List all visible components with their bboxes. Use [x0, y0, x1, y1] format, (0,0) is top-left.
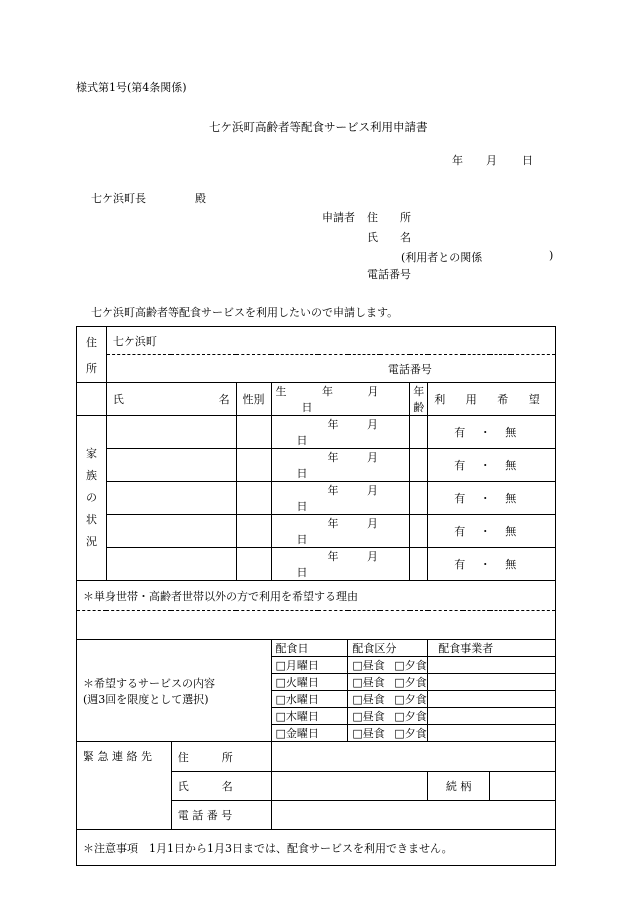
birth-day-label: 日 — [296, 566, 308, 579]
family-label-5: 況 — [85, 535, 97, 548]
birth-day-label: 日 — [296, 533, 308, 546]
use-yes-option[interactable]: 有 — [454, 492, 466, 505]
dinner-checkbox[interactable]: □夕食 — [394, 727, 427, 740]
use-separator: ・ — [479, 459, 491, 472]
emergency-address-label: 住 所 — [171, 742, 271, 772]
applicant-label: 申請者 — [322, 211, 355, 224]
service-label-1: ＊希望するサービスの内容 — [83, 676, 215, 690]
birth-day-label: 日 — [296, 500, 308, 513]
provider-cell[interactable] — [428, 725, 556, 742]
birth-day-label: 日 — [296, 434, 308, 447]
col-use-3: 希 — [497, 393, 509, 406]
applicant-phone-label: 電話番号 — [367, 268, 411, 281]
emergency-address-field[interactable] — [271, 742, 555, 772]
use-no-option[interactable]: 無 — [505, 459, 517, 472]
family-birth-cell[interactable] — [271, 482, 410, 515]
family-name-cell[interactable] — [106, 449, 236, 482]
family-name-cell[interactable] — [106, 416, 236, 449]
use-no-option[interactable]: 無 — [505, 525, 517, 538]
family-age-cell[interactable] — [410, 449, 428, 482]
service-label-2: (週3回を限度として選択) — [83, 692, 209, 706]
address-section-label — [77, 327, 107, 383]
notice-text: ＊注意事項 1月1日から1月3日までは、配食サービスを利用できません。 — [77, 830, 556, 866]
meal-type-cell[interactable] — [348, 725, 428, 742]
family-sex-cell[interactable] — [236, 515, 271, 548]
provider-cell[interactable] — [428, 657, 556, 674]
use-no-option[interactable]: 無 — [505, 426, 517, 439]
family-use-cell[interactable] — [428, 482, 556, 515]
col-birth-2: 年 — [322, 385, 334, 398]
application-form — [76, 326, 556, 866]
family-use-cell[interactable] — [428, 515, 556, 548]
dinner-checkbox[interactable]: □夕食 — [394, 693, 427, 706]
col-use-1: 利 — [434, 393, 446, 406]
birth-month-label: 月 — [367, 451, 379, 464]
use-yes-option[interactable]: 有 — [454, 459, 466, 472]
family-name-cell[interactable] — [106, 548, 236, 581]
page-title: 七ケ浜町高齢者等配食サービス利用申請書 — [209, 120, 428, 134]
family-birth-cell[interactable] — [271, 515, 410, 548]
dinner-checkbox[interactable]: □夕食 — [394, 659, 427, 672]
col-use-2: 用 — [465, 393, 477, 406]
family-label-4: 状 — [85, 513, 97, 526]
col-birth-4: 日 — [301, 401, 313, 414]
addressee: 七ケ浜町長 — [91, 192, 146, 205]
meal-type-cell[interactable] — [348, 708, 428, 725]
birth-year-label: 年 — [327, 517, 339, 530]
family-sex-cell[interactable] — [236, 482, 271, 515]
address-phone-label: 電話番号 — [387, 362, 432, 376]
day-wednesday-checkbox[interactable]: □水曜日 — [271, 691, 348, 708]
emergency-relation-label: 続 柄 — [428, 772, 490, 801]
relation-label: (利用者との関係 — [401, 251, 483, 264]
family-label-3: の — [85, 491, 97, 504]
col-name-header — [106, 383, 236, 416]
emergency-phone-field[interactable] — [271, 801, 555, 830]
use-separator: ・ — [479, 492, 491, 505]
provider-cell[interactable] — [428, 674, 556, 691]
emergency-relation-field[interactable] — [490, 772, 556, 801]
col-use-header — [428, 383, 556, 416]
family-name-cell[interactable] — [106, 515, 236, 548]
family-use-cell[interactable] — [428, 449, 556, 482]
col-day-header: 配食日 — [271, 640, 348, 657]
meal-type-cell[interactable] — [348, 691, 428, 708]
birth-month-label: 月 — [367, 550, 379, 563]
day-monday-checkbox[interactable]: □月曜日 — [271, 657, 348, 674]
use-separator: ・ — [479, 558, 491, 571]
address-label-1: 住 — [85, 335, 97, 349]
birth-year-label: 年 — [327, 418, 339, 431]
birth-year-label: 年 — [327, 550, 339, 563]
emergency-name-field[interactable] — [271, 772, 428, 801]
birth-month-label: 月 — [367, 418, 379, 431]
use-yes-option[interactable]: 有 — [454, 426, 466, 439]
col-name-1: 氏 — [112, 393, 124, 406]
emergency-label: 緊 急 連 絡 先 — [77, 742, 172, 830]
col-name-2: 名 — [218, 393, 230, 406]
service-label — [77, 640, 272, 742]
provider-cell[interactable] — [428, 691, 556, 708]
family-age-cell[interactable] — [410, 482, 428, 515]
col-age-header: 年齢 — [410, 383, 428, 416]
family-sex-cell[interactable] — [236, 548, 271, 581]
day-friday-checkbox[interactable]: □金曜日 — [271, 725, 348, 742]
address-phone-field[interactable] — [106, 355, 555, 383]
family-sex-cell[interactable] — [236, 449, 271, 482]
dinner-checkbox[interactable]: □夕食 — [394, 676, 427, 689]
applicant-name-label: 氏 名 — [367, 231, 411, 244]
emergency-phone-label: 電 話 番 号 — [171, 801, 271, 830]
applicant-address-label: 住 所 — [367, 211, 411, 224]
lunch-checkbox[interactable]: □昼食 — [352, 659, 385, 672]
meal-type-cell[interactable] — [348, 674, 428, 691]
address-town: 七ケ浜町 — [112, 334, 157, 348]
family-label-2: 族 — [85, 469, 97, 482]
col-sex-header: 性別 — [236, 383, 271, 416]
use-separator: ・ — [479, 426, 491, 439]
birth-day-label: 日 — [296, 467, 308, 480]
address-field[interactable] — [106, 327, 555, 355]
family-age-cell[interactable] — [410, 515, 428, 548]
use-separator: ・ — [479, 525, 491, 538]
date-year-label: 年 — [452, 154, 463, 167]
use-yes-option[interactable]: 有 — [454, 525, 466, 538]
family-side-label — [77, 416, 107, 581]
family-age-cell[interactable] — [410, 548, 428, 581]
day-tuesday-checkbox[interactable]: □火曜日 — [271, 674, 348, 691]
col-birth-3: 月 — [367, 385, 379, 398]
col-provider-header: 配食事業者 — [428, 640, 556, 657]
family-birth-cell[interactable] — [271, 548, 410, 581]
lunch-checkbox[interactable]: □昼食 — [352, 727, 385, 740]
birth-month-label: 月 — [367, 484, 379, 497]
family-name-cell[interactable] — [106, 482, 236, 515]
family-age-cell[interactable] — [410, 416, 428, 449]
birth-year-label: 年 — [327, 484, 339, 497]
reason-field[interactable] — [77, 611, 556, 640]
provider-cell[interactable] — [428, 708, 556, 725]
col-birth-header — [271, 383, 410, 416]
relation-close: ) — [549, 249, 554, 262]
use-yes-option[interactable]: 有 — [454, 558, 466, 571]
birth-month-label: 月 — [367, 517, 379, 530]
family-sex-cell[interactable] — [236, 416, 271, 449]
date-day-label: 日 — [522, 154, 533, 167]
col-type-header: 配食区分 — [348, 640, 428, 657]
lunch-checkbox[interactable]: □昼食 — [352, 676, 385, 689]
dinner-checkbox[interactable]: □夕食 — [394, 710, 427, 723]
emergency-name-label: 氏 名 — [171, 772, 271, 801]
family-label-1: 家 — [85, 447, 97, 460]
reason-label: ＊単身世帯・高齢者世帯以外の方で利用を希望する理由 — [77, 581, 556, 611]
form-number: 様式第1号(第4条関係) — [76, 81, 187, 94]
family-birth-cell[interactable] — [271, 449, 410, 482]
col-birth-1: 生 — [275, 385, 287, 398]
meal-type-cell[interactable] — [348, 657, 428, 674]
birth-year-label: 年 — [327, 451, 339, 464]
request-text: 七ケ浜町高齢者等配食サービスを利用したいので申請します。 — [91, 306, 399, 319]
lunch-checkbox[interactable]: □昼食 — [352, 710, 385, 723]
honorific: 殿 — [195, 192, 206, 205]
family-use-cell[interactable] — [428, 416, 556, 449]
use-no-option[interactable]: 無 — [505, 558, 517, 571]
address-label-2: 所 — [85, 361, 97, 375]
lunch-checkbox[interactable]: □昼食 — [352, 693, 385, 706]
family-use-cell[interactable] — [428, 548, 556, 581]
col-use-4: 望 — [528, 393, 540, 406]
family-birth-cell[interactable] — [271, 416, 410, 449]
day-thursday-checkbox[interactable]: □木曜日 — [271, 708, 348, 725]
use-no-option[interactable]: 無 — [505, 492, 517, 505]
date-month-label: 月 — [486, 154, 497, 167]
